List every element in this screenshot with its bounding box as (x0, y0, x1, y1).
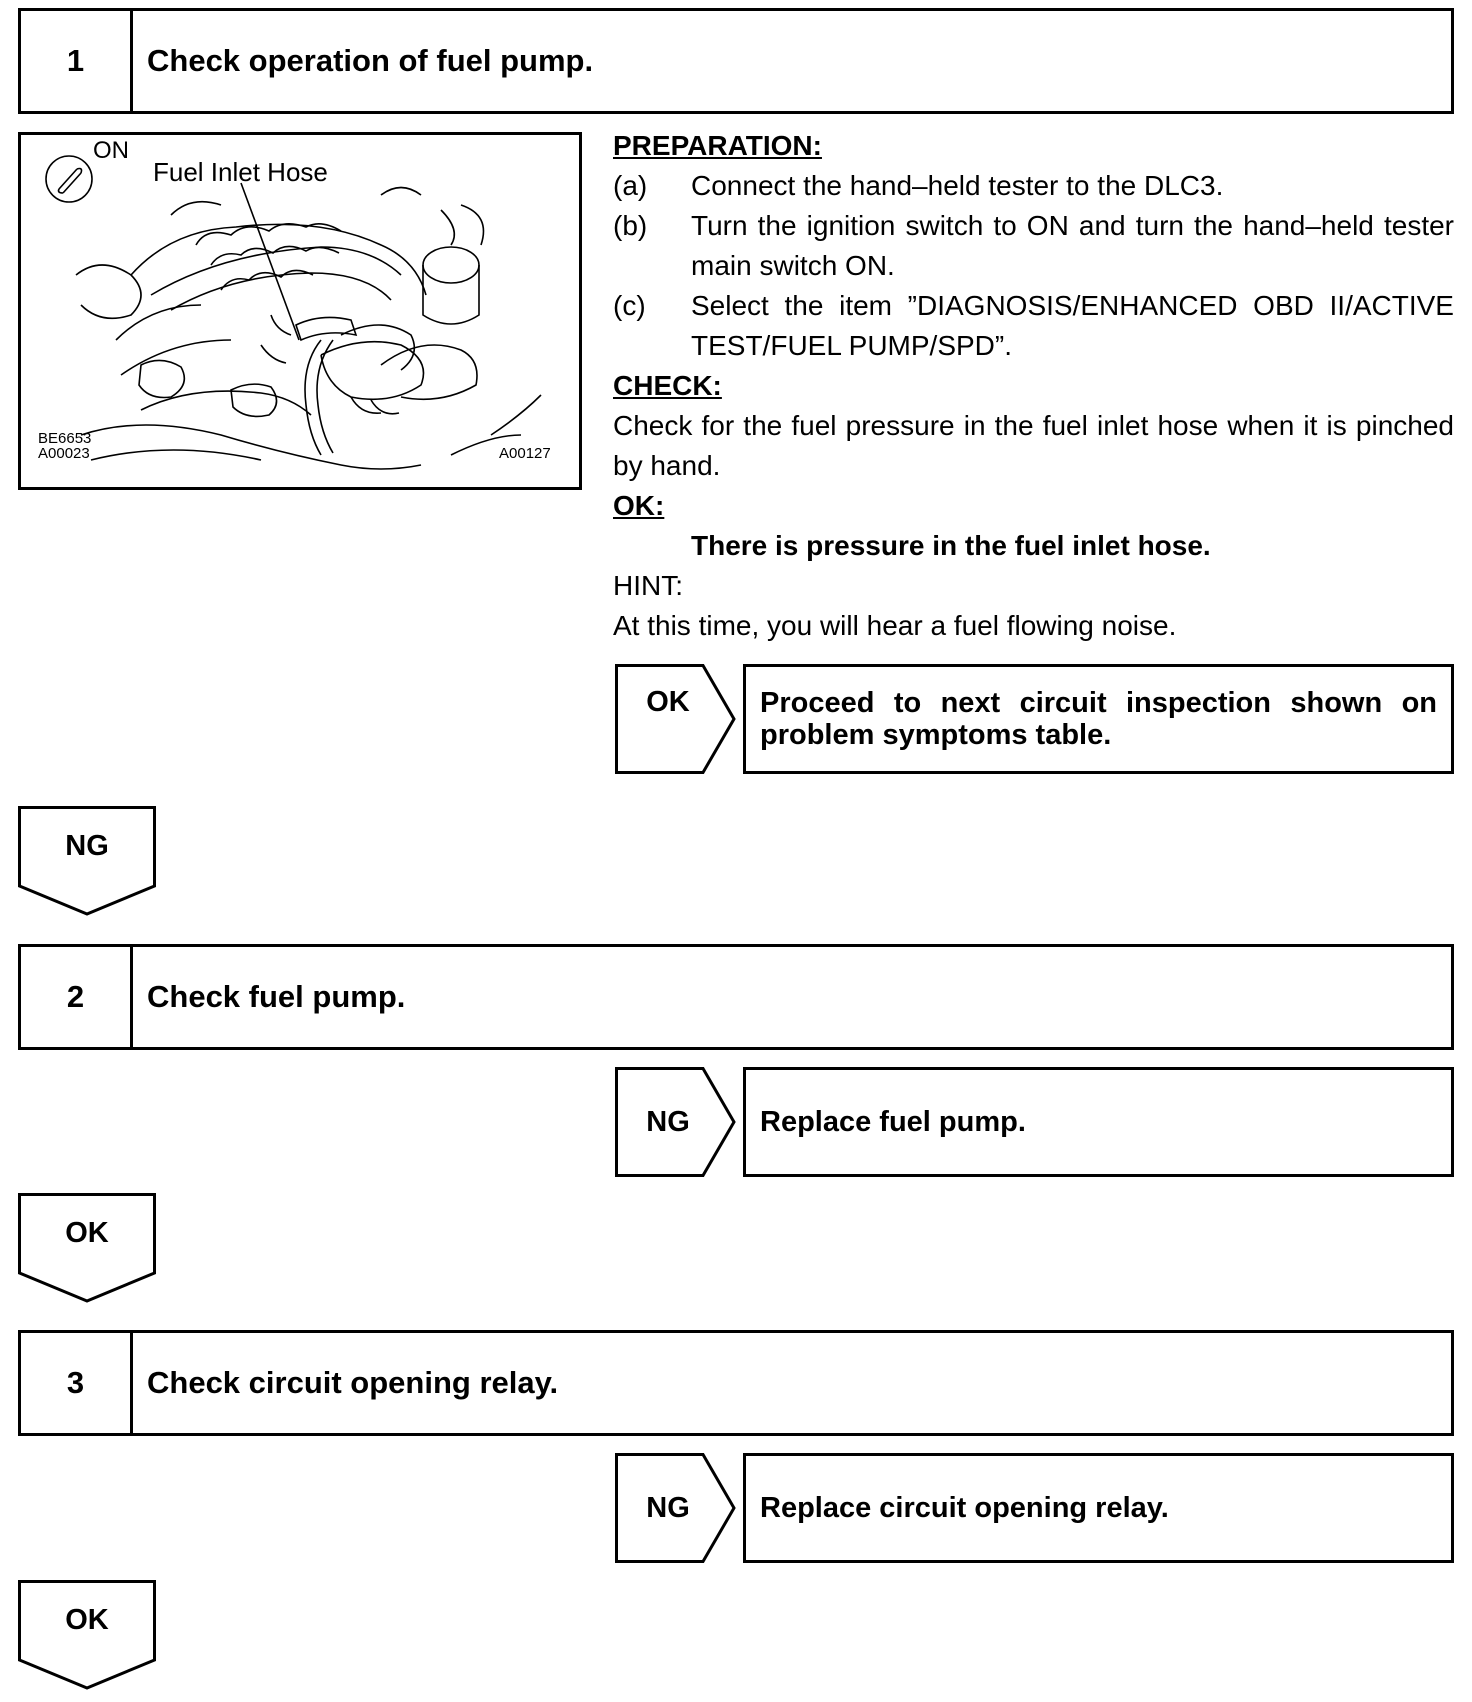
figure-code-2: A00023 (38, 445, 90, 462)
prep-item-b-label: (b) (613, 210, 648, 241)
ok-heading: OK: (613, 490, 665, 521)
check-text: Check for the fuel pressure in the fuel inlet hose when it is pinched by hand. (613, 410, 1454, 481)
ok-text: There is pressure in the fuel inlet hose. (691, 530, 1211, 561)
prep-item-c-label: (c) (613, 290, 646, 321)
step-title: Check circuit opening relay. (147, 1365, 559, 1400)
prep-item-b-text: Turn the ignition switch to ON and turn the hand–held tester main switch ON. (691, 210, 1454, 281)
flow-arrow-label: OK (65, 1604, 109, 1636)
switch-on-label: ON (93, 137, 129, 164)
step-3-header (18, 1330, 1454, 1436)
result-action-text: Replace fuel pump. (760, 1106, 1026, 1138)
step-title: Check fuel pump. (147, 979, 406, 1014)
engine-illustration (18, 132, 582, 490)
step-1-header (18, 8, 1454, 114)
result-ng-tag (615, 1453, 737, 1563)
flow-arrow-label: NG (65, 830, 109, 862)
result-action-text: Replace circuit opening relay. (760, 1492, 1169, 1524)
result-ok-action (743, 664, 1454, 774)
flow-arrow-ok (18, 1580, 156, 1690)
result-action-text: Proceed to next circuit inspection shown on problem symptoms table. (760, 687, 1437, 751)
fuel-inlet-hose-callout: Fuel Inlet Hose (153, 157, 328, 187)
hint-text: At this time, you will hear a fuel flowing noise. (613, 610, 1177, 641)
figure-code-1: BE6653 (38, 430, 92, 447)
result-ng-tag (615, 1067, 737, 1177)
flow-arrow-ng (18, 806, 156, 916)
preparation-heading: PREPARATION: (613, 130, 822, 161)
check-heading: CHECK: (613, 370, 722, 401)
result-tag-label: NG (646, 1105, 690, 1138)
result-tag-label: NG (646, 1491, 690, 1524)
hint-heading: HINT: (613, 570, 683, 601)
prep-item-c-text: Select the item ”DIAGNOSIS/ENHANCED OBD II/ACTIVE TEST/FUEL PUMP/SPD”. (691, 290, 1454, 361)
result-tag-label: OK (646, 686, 690, 718)
result-ng-action (743, 1067, 1454, 1177)
prep-item-a-label: (a) (613, 170, 648, 201)
step-2-header (18, 944, 1454, 1050)
flow-arrow-label: OK (65, 1217, 109, 1249)
result-ng-action (743, 1453, 1454, 1563)
result-ok-tag (615, 664, 737, 774)
step-number: 3 (21, 1333, 133, 1433)
step-title: Check operation of fuel pump. (147, 43, 594, 78)
prep-item-a-text: Connect the hand–held tester to the DLC3. (691, 170, 1224, 201)
step-number: 1 (21, 11, 133, 111)
step-number: 2 (21, 947, 133, 1047)
flow-arrow-ok (18, 1193, 156, 1303)
figure-code-3: A00127 (499, 445, 551, 462)
